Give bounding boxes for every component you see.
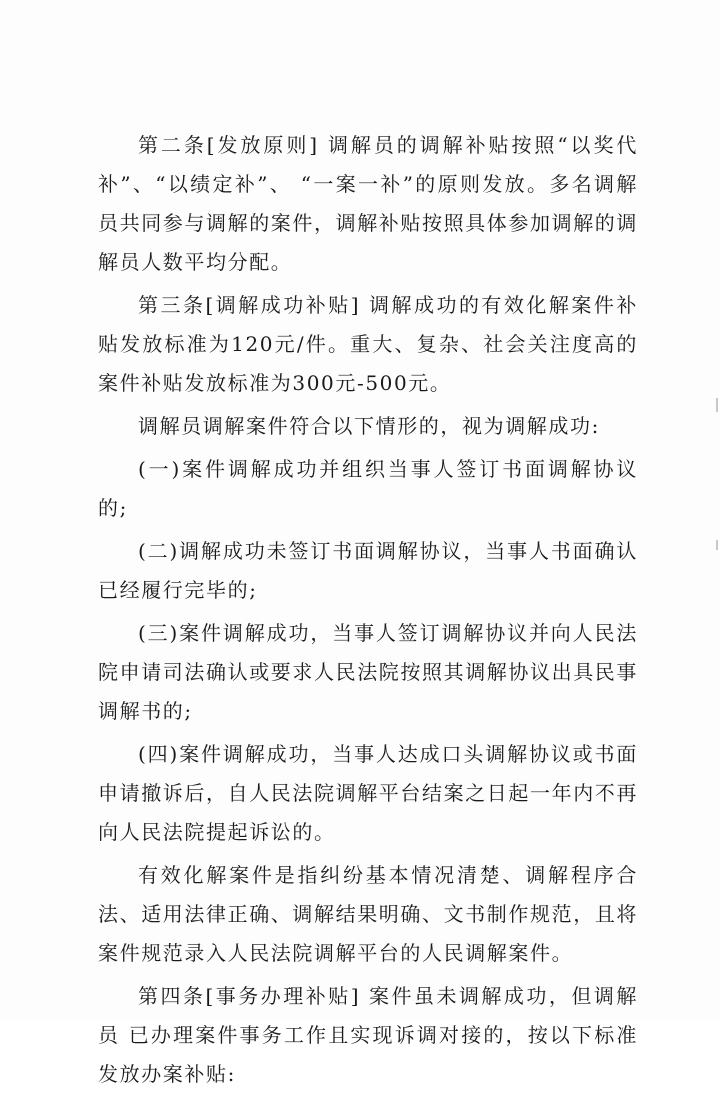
article-4-paragraph: 第四条[事务办理补贴] 案件虽未调解成功，但调解员 已办理案件事务工作且实现诉调对接的，按以下标准发放办案补贴: — [98, 984, 638, 1086]
document-body — [98, 126, 638, 1098]
article-3-paragraph: 第三条[调解成功补贴] 调解成功的有效化解案件补贴发放标准为120元/件。重大、复杂、社会关注度高的案件补贴发放标准为300元-500元。 — [98, 293, 638, 395]
scan-artifact — [716, 398, 718, 412]
scan-artifact — [716, 540, 718, 550]
condition-item-1: (一)案件调解成功并组织当事人签订书面调解协议的; — [98, 457, 638, 520]
success-conditions-intro: 调解员调解案件符合以下情形的，视为调解成功: — [138, 414, 600, 438]
condition-item-4: (四)案件调解成功，当事人达成口头调解协议或书面 申请撤诉后，自人民法院调解平台结案之日起一年内不再向人民法院提起诉讼的。 — [98, 742, 638, 844]
effective-resolution-definition: 有效化解案件是指纠纷基本情况清楚、调解程序合法、适用法律正确、调解结果明确、文书制作规范，且将案件规范录入人民法院调解平台的人民调解案件。 — [98, 863, 638, 965]
article-2-paragraph: 第二条[发放原则] 调解员的调解补贴按照“以奖代补”、“以绩定补”、 “一案一补”的原则发放。多名调解员共同参与调解的案件，调解补贴按照具体参加调解的调解员人数平均分配。 — [98, 133, 638, 274]
condition-item-3: (三)案件调解成功，当事人签订调解协议并向人民法院申请司法确认或要求人民法院按照其调解协议出具民事调解书的; — [98, 621, 638, 723]
condition-item-2: (二)调解成功未签订书面调解协议，当事人书面确认已经履行完毕的; — [98, 539, 638, 602]
